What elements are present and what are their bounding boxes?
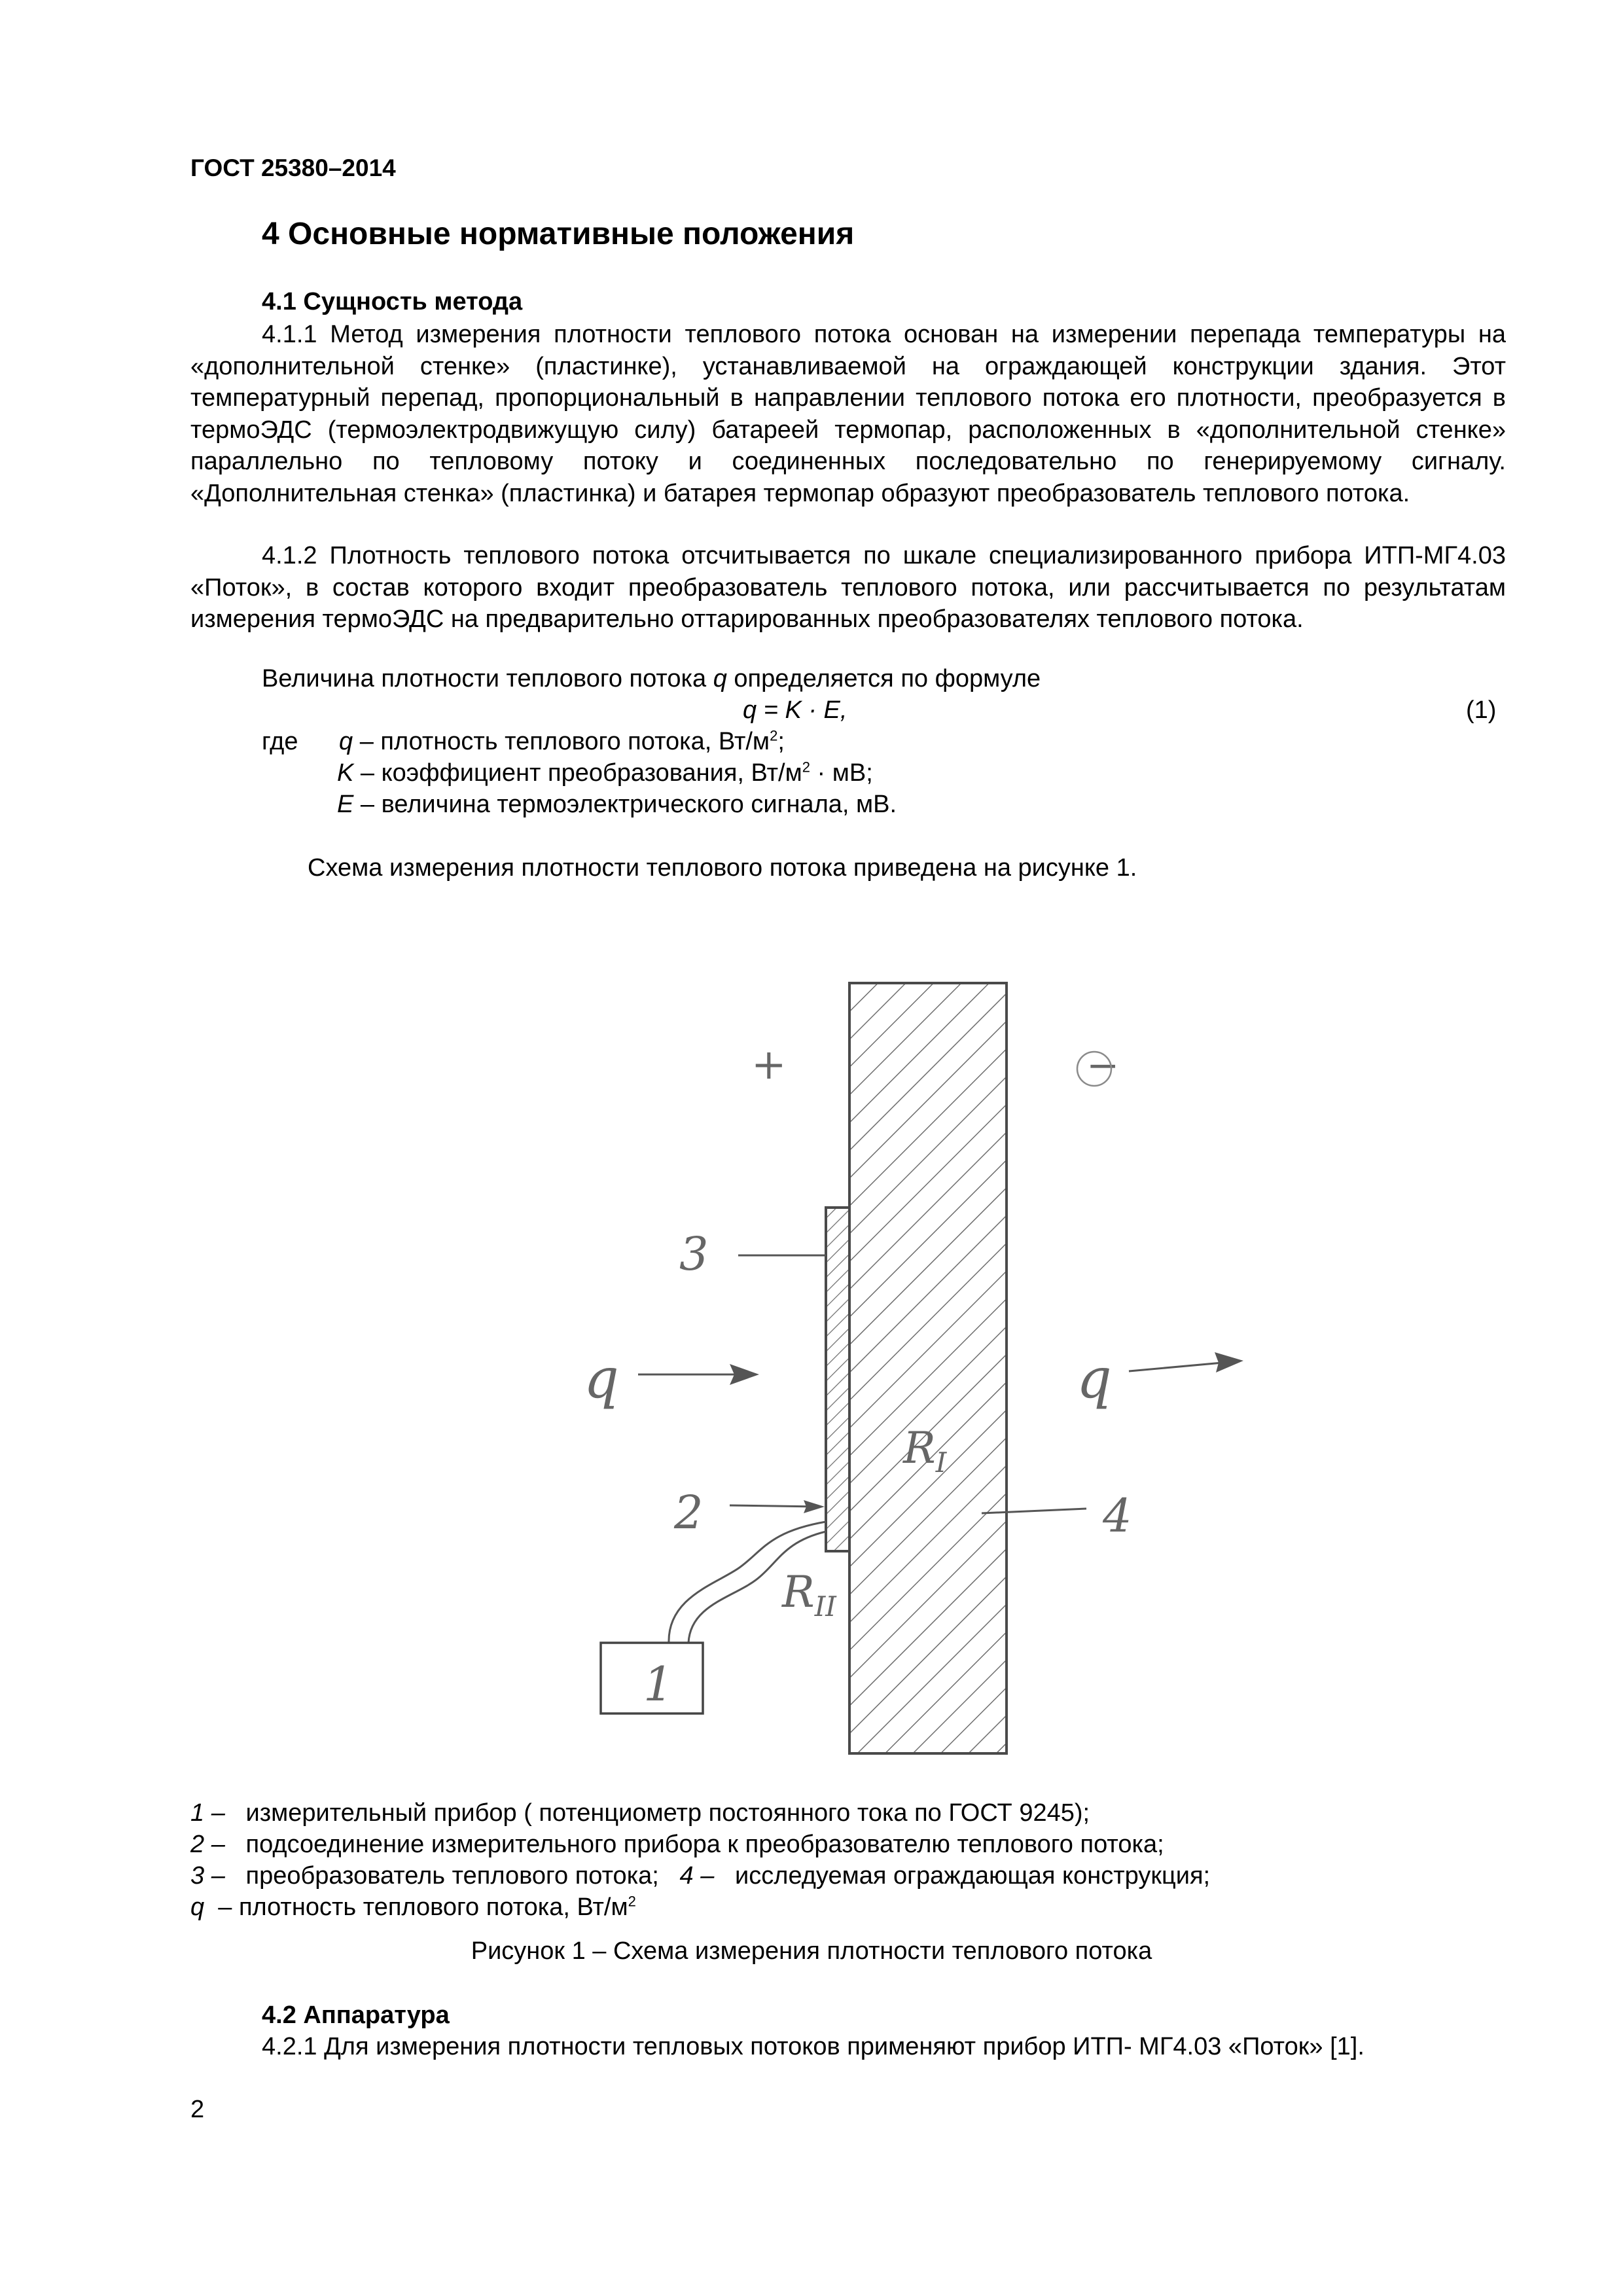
q-left-label: q [584,1346,619,1410]
paragraph-4-1-1: 4.1.1 Метод измерения плотности теплового потока основан на измерении перепада температуры на «дополнительной стенке» (пластинке), устанавливаемой на ограждающей конструкции здания. Этот температурный перепад, пропорциональный в направлении теплового потока его плотности, преобразуется в термоЭДС (термоэлектродвижущую силу) батареей термопар, расположенных в «дополнительной стенке» параллельно по тепловому потоку и соединенных последовательно по генерируемому сигналу. «Дополнительная стенка» (пластинка) и батарея термопар образуют преобразователь теплового потока. [190,321,1506,507]
q-right-arrowhead [1215,1352,1243,1372]
figure-caption: Рисунок 1 – Схема измерения плотности теплового потока [471,1937,1152,1965]
paragraph-4-2-1: 4.2.1 Для измерения плотности тепловых потоков применяют прибор ИТП- МГ4.03 «Поток» [1]. [262,2033,1364,2060]
label-3: 3 [679,1227,709,1281]
definition-e: E – величина термоэлектрического сигнала, мВ. [337,791,897,818]
heat-flux-transducer-plate [826,1208,849,1551]
heat-flux-scheme-figure [0,903,1623,1787]
paragraph-4-1-2: 4.1.2 Плотность теплового потока отсчитывается по шкале специализированного прибора ИТП-МГ4.03 «Поток», в состав которого входит преобразователь теплового потока, или рассчитывается по результатам измерения термоЭДС на предварительно оттарированных преобразователях теплового потока. [190,542,1506,633]
subsection-heading-4-1: 4.1 Сущность метода [262,288,523,315]
legend-item-1: 1 – измерительный прибор ( потенциометр постоянного тока по ГОСТ 9245); [190,1799,1090,1827]
legend-item-3-4: 3 – преобразователь теплового потока; 4 – исследуемая ограждающая конструкция; [190,1862,1211,1890]
plus-sign: + [751,1041,787,1089]
document-header: ГОСТ 25380–2014 [190,154,396,181]
formula: q = K · E, [743,696,847,724]
definition-k: K – коэффициент преобразования, $Вт/м^2$ · мВ; [337,759,873,787]
label-1: 1 [643,1657,673,1712]
leader-2-arrowhead [804,1500,825,1513]
minus-sign: − [1086,1043,1120,1088]
figure-legend [190,1797,1210,1923]
leader-2 [730,1505,818,1507]
scheme-reference: Схема измерения плотности теплового потока приведена на рисунке 1. [308,854,1137,882]
wall-structure [849,983,1007,1753]
legend-item-2: 2 – подсоединение измерительного прибора к преобразователю теплового потока; [190,1831,1164,1858]
formula-number: (1) [1466,696,1497,724]
label-2: 2 [674,1486,704,1539]
page-number: 2 [190,2096,205,2123]
formula-intro: Величина плотности теплового потока q определяется по формуле [262,665,1041,692]
legend-item-q: q – плотность теплового потока, $Вт/м^2$ [190,1893,636,1921]
definition-q: q – плотность теплового потока, $Вт/м^2$; [339,727,785,755]
r2-label: $R_{II}$ [782,1567,836,1623]
q-right-label: q [1077,1346,1112,1410]
r1-label: $R_I$ [903,1423,947,1479]
where-label: где [262,728,298,755]
section-title: 4 Основные нормативные положения [262,217,855,251]
subsection-heading-4-2: 4.2 Аппаратура [262,2001,450,2029]
label-4: 4 [1103,1489,1132,1543]
